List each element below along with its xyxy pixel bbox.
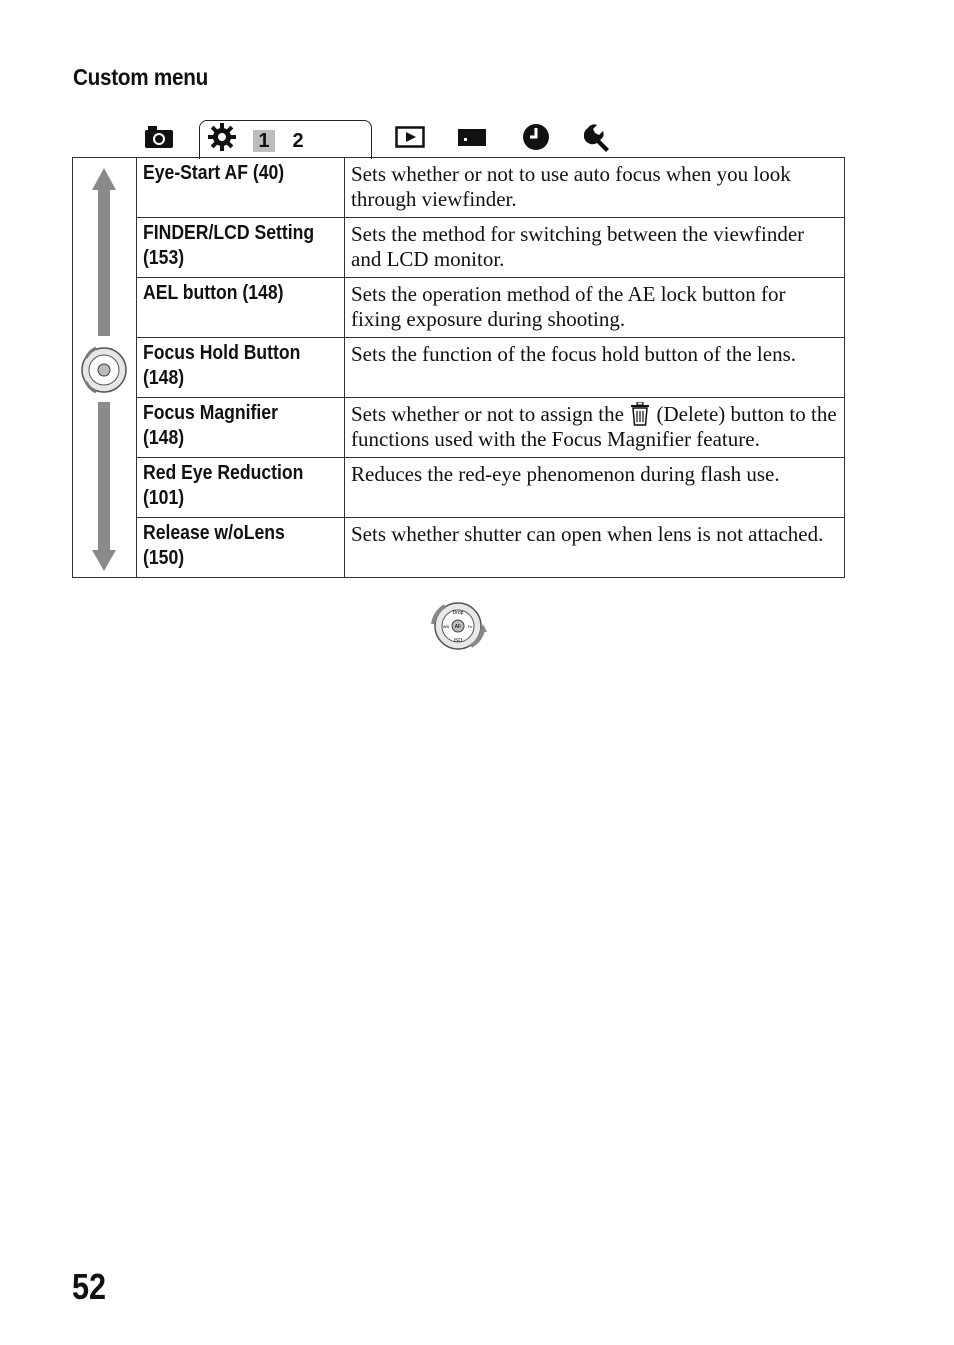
menu-item-description: Sets the operation method of the AE lock button for fixing exposure during shooting. [345,278,845,338]
camera-icon[interactable] [144,122,174,152]
table-row [73,398,845,458]
svg-text:Fn: Fn [467,624,473,629]
menu-item-description: Sets whether or not to use auto focus when you look through viewfinder. [345,158,845,218]
table-row [73,218,845,278]
svg-text:AF: AF [454,624,462,630]
svg-text:WB: WB [442,624,450,629]
table-row [73,338,845,398]
menu-item-name: Red Eye Reduction (101) [137,458,345,518]
gear-icon [207,122,237,152]
menu-item-description: Sets the method for switching between the viewfinder and LCD monitor. [345,218,845,278]
menu-item-name: AEL button (148) [137,278,345,338]
memory-card-icon[interactable] [457,122,487,152]
table-row [73,158,845,218]
menu-item-name: Release w/oLens (150) [137,518,345,578]
svg-text:Drop: Drop [452,610,464,616]
table-row [73,278,845,338]
controller-dial-icon [428,598,488,654]
controller-dial-icon [80,344,128,396]
trash-icon [629,402,651,426]
menu-item-name: Focus Hold Button (148) [137,338,345,398]
page-heading: Custom menu [73,64,209,90]
page-tab-1[interactable]: 1 [253,130,275,152]
clock-icon[interactable] [521,122,551,152]
wrench-icon[interactable] [584,122,614,152]
menu-item-description: Sets whether shutter can open when lens is not attached. [345,518,845,578]
menu-item-name: Focus Magnifier (148) [137,398,345,458]
menu-item-description: Sets whether or not to assign the (Delete) button to the functions used with the Focus Magnifier feature. [345,398,845,458]
menu-item-description: Reduces the red-eye phenomenon during flash use. [345,458,845,518]
custom-menu-table [72,157,845,578]
menu-item-name: FINDER/LCD Setting (153) [137,218,345,278]
menu-item-description: Sets the function of the focus hold button of the lens. [345,338,845,398]
table-row [73,518,845,578]
svg-text:ISO: ISO [453,638,463,644]
table-row [73,458,845,518]
menu-tab-bar [72,118,845,158]
page-number: 52 [72,1266,107,1307]
navigation-column [73,158,137,578]
menu-item-name: Eye-Start AF (40) [137,158,345,218]
playback-icon[interactable] [395,122,425,152]
page-tab-2[interactable]: 2 [292,130,304,152]
